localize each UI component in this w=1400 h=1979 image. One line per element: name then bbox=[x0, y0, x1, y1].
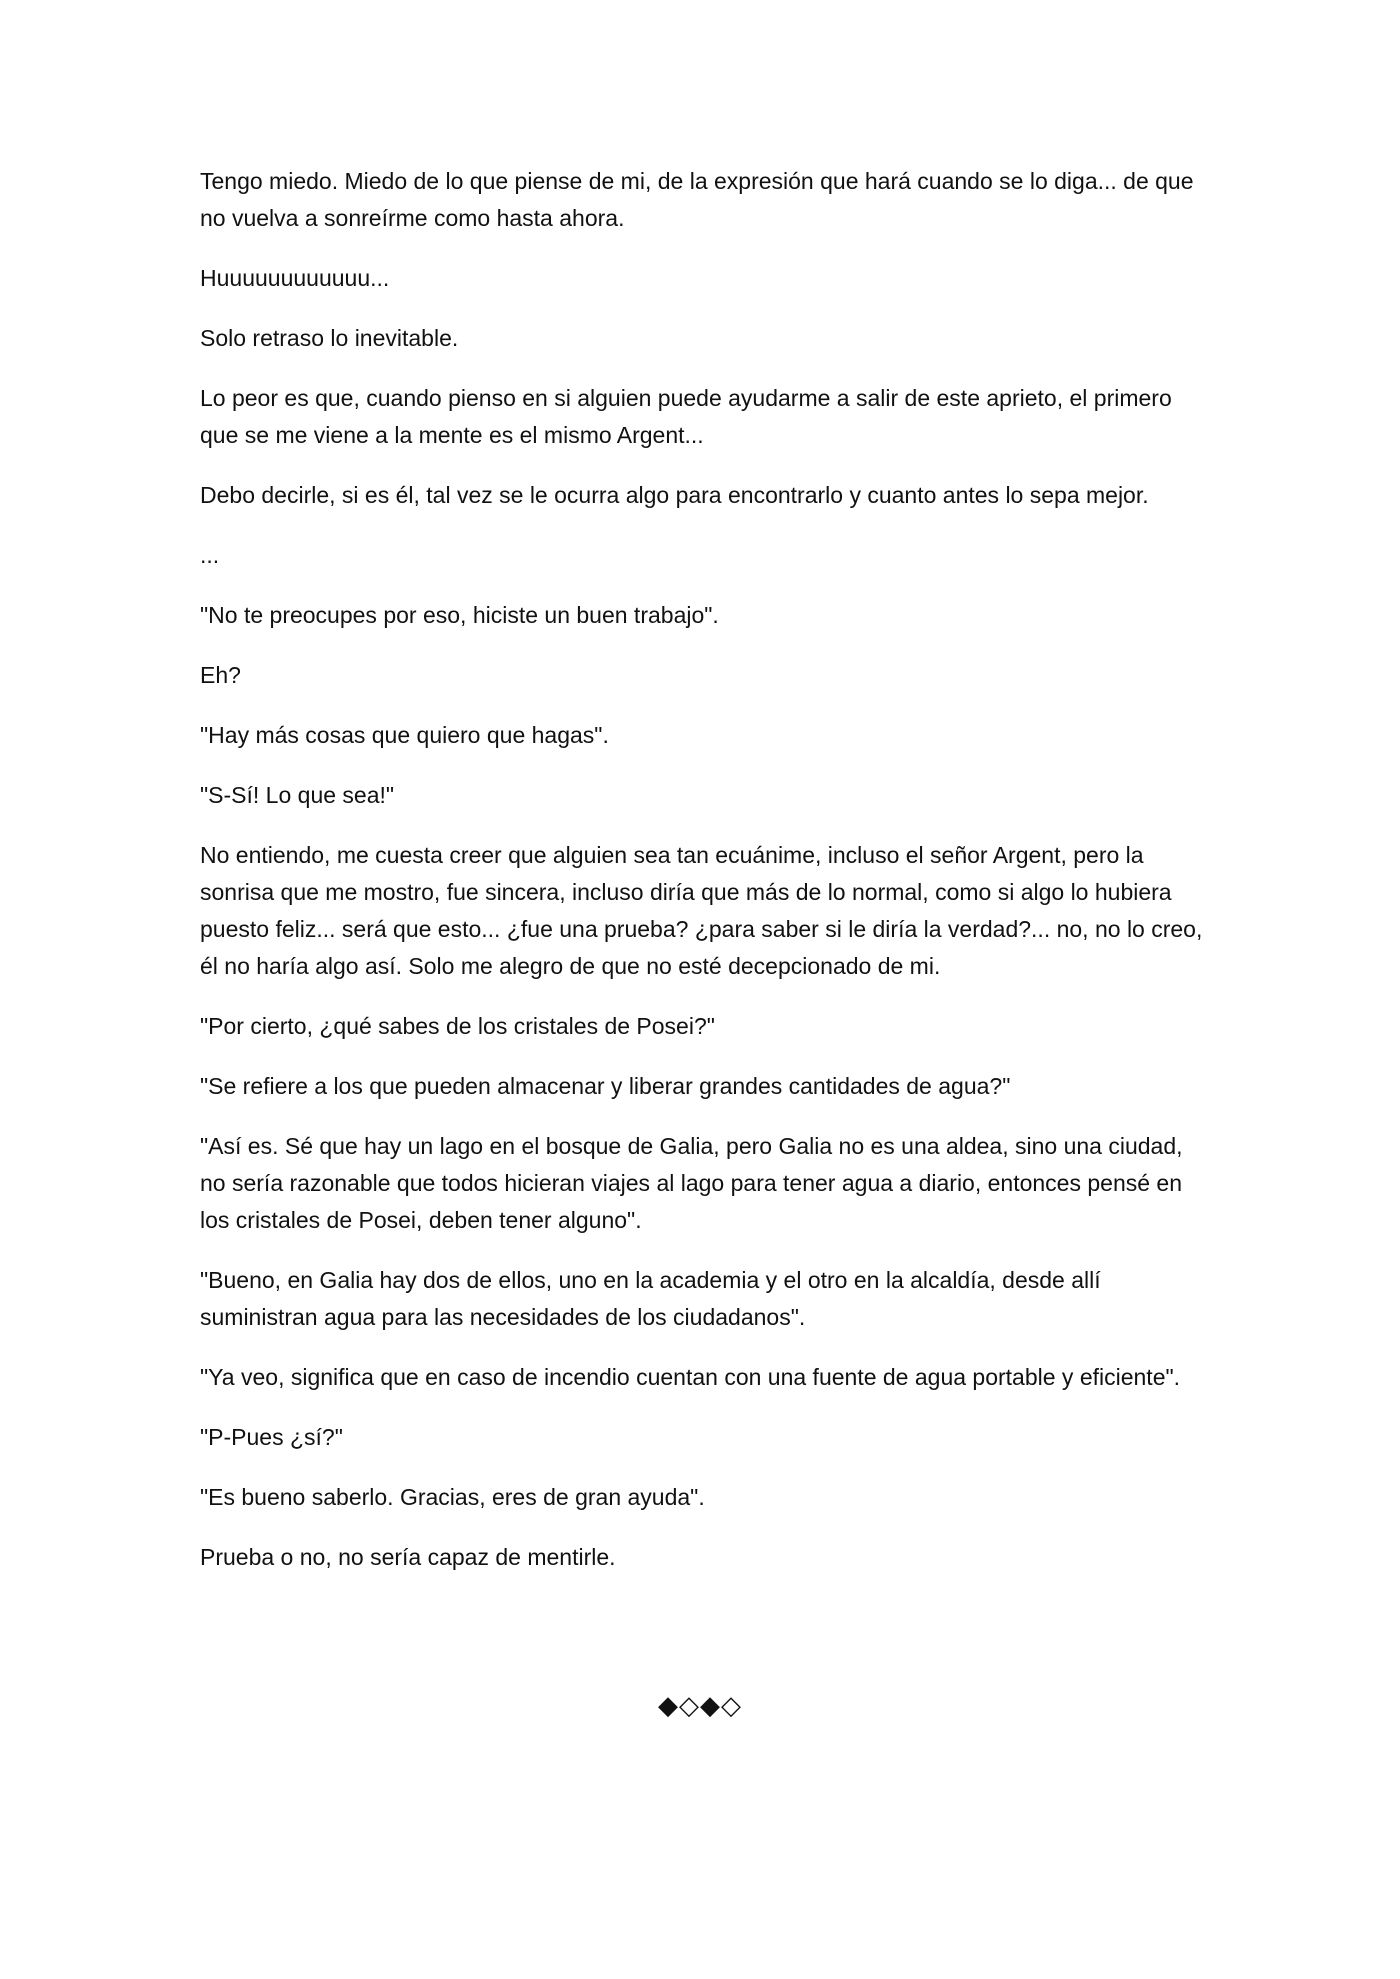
paragraph: "Hay más cosas que quiero que hagas". bbox=[200, 722, 609, 748]
paragraph: "Bueno, en Galia hay dos de ellos, uno en la academia y el otro en la alcaldía, desde allí suministran agua para las necesidades de los ciudadanos". bbox=[200, 1267, 1101, 1330]
paragraph: Tengo miedo. Miedo de lo que piense de mi, de la expresión que hará cuando se lo diga... de que no vuelva a sonreírme como hasta ahora. bbox=[200, 168, 1194, 231]
paragraph: Huuuuuuuuuuuu... bbox=[200, 265, 390, 291]
paragraph: No entiendo, me cuesta creer que alguien sea tan ecuánime, incluso el señor Argent, pero la sonrisa que me mostro, fue sincera, incluso diría que más de lo normal, como si algo lo hubiera puesto feliz... será que esto... ¿fue una prueba? ¿para saber si le diría la verdad?... no, no lo creo, él no haría algo así. Solo me alegro de que no esté decepcionado de mi. bbox=[200, 842, 1203, 979]
paragraph: "Así es. Sé que hay un lago en el bosque de Galia, pero Galia no es una aldea, sino una ciudad, no sería razonable que todos hicieran viajes al lago para tener agua a diario, entonces pensé en los cristales de Posei, deben tener alguno". bbox=[200, 1133, 1183, 1233]
paragraph: "Es bueno saberlo. Gracias, eres de gran ayuda". bbox=[200, 1484, 705, 1510]
paragraph: Eh? bbox=[200, 662, 241, 688]
paragraph: "No te preocupes por eso, hiciste un buen trabajo". bbox=[200, 602, 719, 628]
paragraph: "Se refiere a los que pueden almacenar y liberar grandes cantidades de agua?" bbox=[200, 1073, 1011, 1099]
paragraph: "P-Pues ¿sí?" bbox=[200, 1424, 343, 1450]
scene-separator: ◆◇◆◇ bbox=[658, 1691, 742, 1721]
paragraph: Prueba o no, no sería capaz de mentirle. bbox=[200, 1544, 616, 1570]
text-body bbox=[200, 163, 1210, 1599]
paragraph: "S-Sí! Lo que sea!" bbox=[200, 782, 395, 808]
paragraph: "Por cierto, ¿qué sabes de los cristales de Posei?" bbox=[200, 1013, 715, 1039]
paragraph: "Ya veo, significa que en caso de incendio cuentan con una fuente de agua portable y eficiente". bbox=[200, 1364, 1181, 1390]
paragraph: Lo peor es que, cuando pienso en si alguien puede ayudarme a salir de este aprieto, el primero que se me viene a la mente es el mismo Argent... bbox=[200, 385, 1172, 448]
paragraph: ... bbox=[200, 542, 220, 568]
paragraph: Solo retraso lo inevitable. bbox=[200, 325, 459, 351]
paragraph: Debo decirle, si es él, tal vez se le ocurra algo para encontrarlo y cuanto antes lo sepa mejor. bbox=[200, 482, 1149, 508]
